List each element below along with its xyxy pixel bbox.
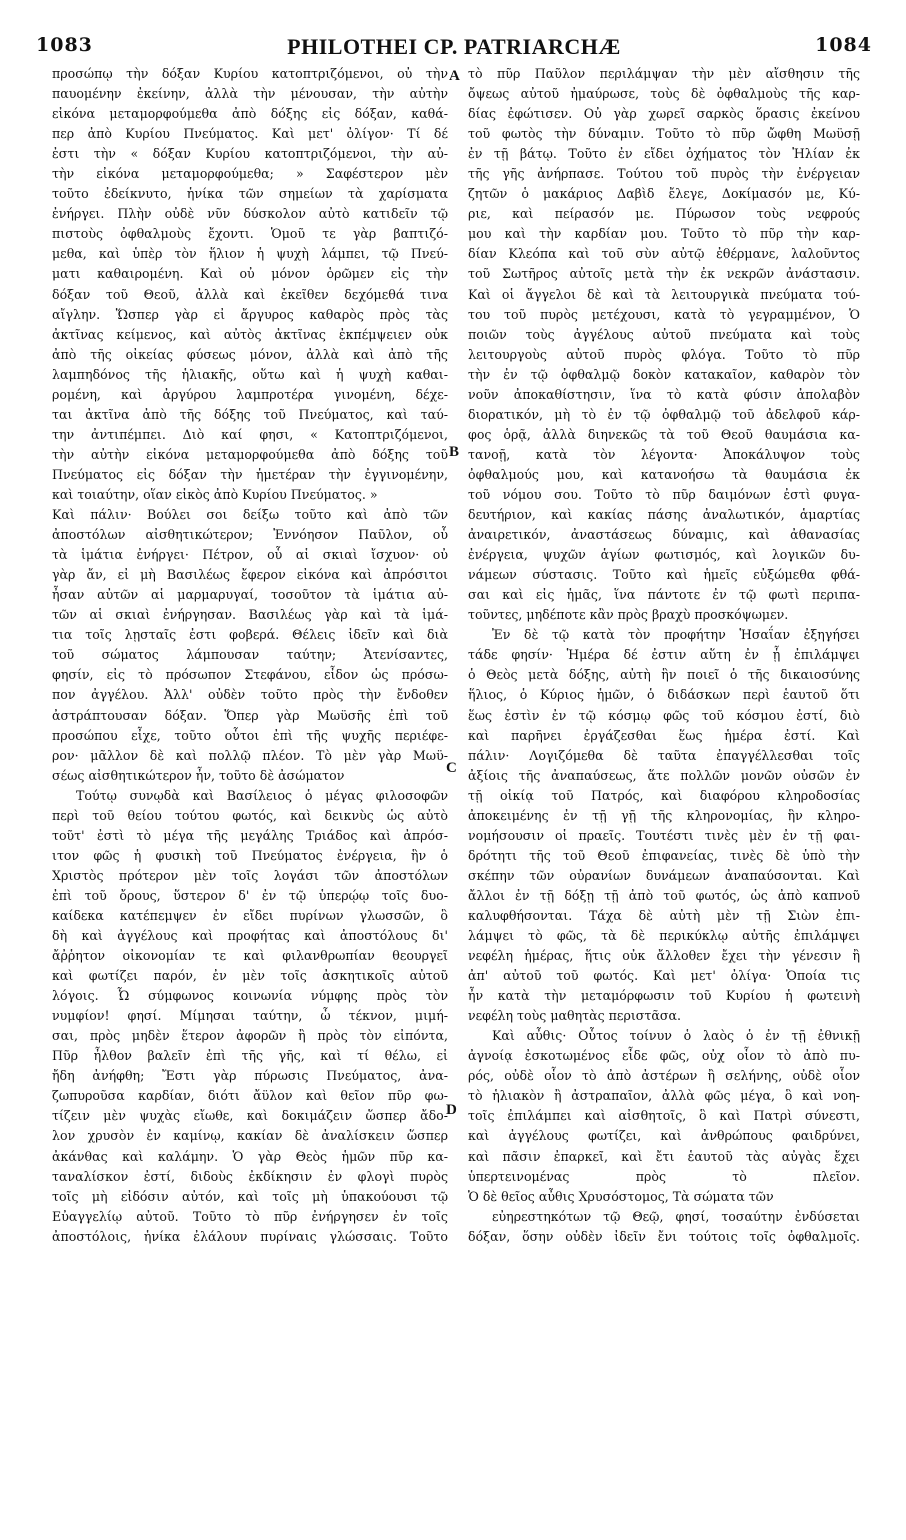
text-line: τοῦ φωτὸς τὴν δύναμιν. Τοῦτο τὸ πῦρ ὤφθη Μωϋσῇ	[468, 126, 860, 142]
text-line: ἀναιρετικόν, ἀναστάσεως δύναμις, καὶ ἀθανασίας	[468, 527, 860, 543]
text-line: ἐν τῇ βάτῳ. Τοῦτο ἐν εἴδει ὀχήματος τὸν Ἠλίαν ἐκ	[468, 146, 860, 162]
text-line: δόξαν, ὅσην οὐδὲν ἰδεῖν ἔνι τούτοις τοῖς ὀφθαλμοῖς.	[468, 1228, 860, 1244]
text-line: δόξαν τοῦ Θεοῦ, ἀλλὰ καὶ ἐκεῖθεν δεχόμεθά τινα	[52, 286, 448, 302]
text-line: ἀγνοίᾳ ἐσκοτωμένος εἶδε φῶς, οὐχ οἷον τὸ ἀπὸ πυ-	[468, 1048, 860, 1064]
text-line: ὁ Θεὸς μετὰ δόξης, αὐτὴ ἣν ποιεῖ ὁ τῆς δικαιοσύνης	[468, 667, 860, 683]
text-line: ἐνήργει. Πλὴν οὐδὲ νῦν δύσκολον αὐτὸ κατιδεῖν τῷ	[52, 206, 448, 222]
text-line: Τούτῳ συνῳδὰ καὶ Βασίλειος ὁ μέγας φιλοσοφῶν	[76, 787, 448, 803]
page-header	[36, 34, 872, 64]
text-line: φος ὁρᾷ, ἀλλὰ διηνεκῶς τὰ τοῦ Θεοῦ θαυμάσια κα-	[468, 426, 860, 442]
text-line: ται ἀκτῖνα ἀπὸ τῆς δόξης τοῦ Πνεύματος, καὶ ταύ-	[52, 406, 448, 422]
text-line: ἐνέργεια, ψυχῶν ἁγίων φωτισμός, καὶ λογικῶν δυ-	[468, 547, 860, 563]
text-line: πον ἀγγέλου. Ἀλλ' οὐδὲν τοῦτο πρὸς τὴν ἔνδοθεν	[52, 687, 448, 703]
text-line: ἄλλοι ἐν τῇ δόξῃ τῇ ἀπὸ τοῦ φωτός, ὡς ἀπὸ καπνοῦ	[468, 887, 860, 903]
text-line: τὴν εἰκόνα μεταμορφούμεθα; » Σαφέστερον μὲν	[52, 166, 448, 182]
text-line: φησίν, εἰς τὸ πρόσωπον Στεφάνου, εἶδον ὡς πρόσω-	[52, 667, 448, 683]
text-line: παυομένην ἐκείνην, ἀλλὰ τὴν μένουσαν, τὴν αὐτὴν	[52, 86, 448, 102]
section-marker-d: D	[446, 1102, 457, 1118]
text-line: την ἀντιπέμπει. Διὸ καί φησι, « Κατοπτριζόμενοι,	[52, 426, 448, 442]
text-line: καὶ φωτίζει παρόν, ἐν μὲν τοῖς ἀσκητικοῖς αὐτοῦ	[52, 968, 448, 984]
text-line: Εὐαγγελίῳ αὐτοῦ. Τοῦτο τὸ πῦρ ἐνήργησεν ἐν τοῖς	[52, 1208, 448, 1224]
text-line: ἕως ἐστὶν ἐν τῷ κόσμῳ φῶς τοῦ κόσμου ἐστί, διὸ	[468, 707, 860, 723]
text-line: εὐηρεστηκότων τῷ Θεῷ, φησί, τοσαύτην ἐνδύσεται	[492, 1208, 860, 1224]
text-line: εἰκόνα μεταμορφούμεθα ἀπὸ δόξης εἰς δόξαν, καθά-	[52, 106, 448, 122]
left-column	[52, 64, 448, 1524]
text-line: τοῖς μὴ εἰδόσιν αὐτόν, καὶ τοῖς μὴ ὑπακούουσι τῷ	[52, 1188, 448, 1204]
section-marker-b: B	[449, 444, 460, 460]
text-line: καὶ πᾶσιν ἐπαρκεῖ, καὶ ἔτι ἑαυτοῦ τὰς αὐγὰς ἔχει	[468, 1148, 860, 1164]
text-line: τοῦντες, μηδέποτε κἂν πρὸς βραχὺ προσκόψωμεν.	[468, 607, 789, 623]
text-line: λον χρυσὸν ἐν καμίνῳ, κακίαν δὲ ἀναλίσκειν ὥσπερ	[52, 1128, 448, 1144]
text-line: δὴ καὶ ἀγγέλους καὶ προφήτας καὶ ἀποστόλους δι'	[52, 928, 448, 944]
text-line: ἥλιος, ὁ Κύριος ἡμῶν, ὁ διδάσκων περὶ ἑαυτοῦ ὅτι	[468, 687, 860, 703]
text-line: τια τοῖς λῃσταῖς ἐστι φοβερά. Θέλεις ἰδεῖν καὶ διὰ	[52, 627, 448, 643]
text-line: ὄψεως αὐτοῦ ἠμαύρωσε, τοὺς δὲ ὀφθαλμοὺς τῆς καρ-	[468, 86, 860, 102]
text-line: ποιῶν τοὺς ἀγγέλους αὐτοῦ πνεύματα καὶ τοὺς	[468, 326, 860, 342]
text-line: ἐπὶ τοῦ ὄρους, ὕστερον δ' ἐν τῷ ὑπερῴῳ τοῖς δυο-	[52, 887, 448, 903]
text-line: τὸ ἡλιακὸν ἢ ἀστραπαῖον, ἀλλὰ φῶς μέγα, ὃ καὶ νοη-	[468, 1088, 860, 1104]
text-line: ζωπυροῦσα καρδίαν, διότι ἄϋλον καὶ θεῖον πῦρ φω-	[52, 1088, 448, 1104]
text-line: αἴγλην. Ὥσπερ γὰρ εἰ ἄργυρος καθαρὸς πρὸς τὰς	[52, 306, 448, 322]
text-line: ζητῶν ὁ μακάριος Δαβὶδ ἔλεγε, Δοκίμασόν με, Κύ-	[468, 186, 860, 202]
text-line: τοῦ Σωτῆρος αὐτοῖς μετὰ τὴν ἐκ νεκρῶν ἀνάστασιν.	[468, 266, 860, 282]
section-marker-a: A	[449, 68, 460, 84]
text-line: καὶ τοιαύτην, οἵαν εἰκὸς ἀπὸ Κυρίου Πνεύματος. »	[52, 486, 378, 502]
text-line: ρός, οὐδὲ οἷον τὸ ἀπὸ ἀστέρων ἢ σελήνης, οὐδὲ οἷον	[468, 1068, 860, 1084]
text-line: ὀφθαλμούς μου, καὶ κατανοήσω τὰ θαυμάσια ἐκ	[468, 466, 860, 482]
text-line: ἄῤῥητον οἰκονομίαν τε καὶ φιλανθρωπίαν θεουργεῖ	[52, 948, 448, 964]
text-line: τανοῇ, κατὰ τὸν λέγοντα· Ἀποκάλυψον τοὺς	[468, 446, 860, 462]
text-line: Ὁ δὲ θεῖος αὖθις Χρυσόστομος, Τὰ σώματα τῶν	[468, 1188, 774, 1204]
text-line: τοῖς ἐπιλάμπει καὶ αἰσθητοῖς, ὃ καὶ Πατρὶ σύνεστι,	[468, 1108, 860, 1124]
text-line: ἀπὸ τῆς οἰκείας φύσεως μόνον, ἀλλὰ καὶ ἀπὸ τῆς	[52, 346, 448, 362]
text-line: δευτήριον, καὶ κακίας πάσης ἀναλωτικόν, ἁμαρτίας	[468, 507, 860, 523]
section-marker-c: C	[446, 760, 457, 776]
text-line: μου καὶ τὴν καρδίαν μου. Τοῦτο τὸ πῦρ τὴν καρ-	[468, 226, 860, 242]
text-line: σαι καὶ εἰς ἡμᾶς, ἵνα πάντοτε ἐν τῷ φωτὶ περιπα-	[468, 587, 860, 603]
text-line: ἀποκειμένης ἐν τῇ γῇ τῆς κληρονομίας, ἣν κληρο-	[468, 807, 860, 823]
text-line: ιτον φῶς ἡ φυσικὴ τοῦ Πνεύματος ἐνέργεια, ἣν ὁ	[52, 847, 448, 863]
text-line: ματι καθαιρομένη. Καὶ οὐ μόνον ὁρῶμεν εἰς τὴν	[52, 266, 448, 282]
text-line: Χριστὸς πρότερον μὲν τοῖς λογάσι τῶν ἀποστόλων	[52, 867, 448, 883]
text-line: ἐστι τὴν « δόξαν Κυρίου κατοπτριζόμενοι, τὴν αὐ-	[52, 146, 448, 162]
text-line: ρομένη, καὶ ἀργύρου λαμπροτέρα γινομένη, δέχε-	[52, 386, 448, 402]
text-line: Ἐν δὲ τῷ κατὰ τὸν προφήτην Ἡσαΐαν ἐξηγήσει	[492, 627, 860, 643]
text-line: τῶν αἱ σκιαὶ ἐνήργησαν. Βασιλέως γὰρ καὶ τὰ ἱμά-	[52, 607, 448, 623]
text-line: ἀκτῖνας κείμενος, καὶ αὐτὸς ἀκτῖνας ἐκπέμψειεν οὐκ	[52, 326, 448, 342]
text-line: ἀκάνθας καὶ καλάμην. Ὁ γὰρ Θεὸς ἡμῶν πῦρ κα-	[52, 1148, 448, 1164]
text-line: νυμφίον! φησί. Μίμησαι ταύτην, ὦ τέκνον, μιμή-	[52, 1008, 448, 1024]
text-line: τῇ οἰκίᾳ τοῦ Πατρός, καὶ διαφόρου κληροδοσίας	[468, 787, 860, 803]
text-line: τὴν αὐτὴν εἰκόνα μεταμορφούμεθα ἀπὸ δόξης τοῦ	[52, 446, 448, 462]
text-line: προσώπου εἶχε, τοῦτο οὗτοι ἐπὶ τῆς ψυχῆς περιέφε-	[52, 727, 448, 743]
text-line: ἀποστόλων αἰσθητικώτερον; Ἐννόησον Παῦλον, οὗ	[52, 527, 448, 543]
text-line: νομήσουσιν οἱ πραεῖς. Τουτέστι τινὲς μὲν ἐν τῇ φαι-	[468, 827, 860, 843]
text-line: Καὶ πάλιν· Βούλει σοι δείξω τοῦτο καὶ ἀπὸ τῶν	[52, 507, 448, 523]
text-line: δίας ἐφώτισεν. Οὐ γὰρ χωρεῖ σαρκὸς ὅρασις ἐκείνου	[468, 106, 860, 122]
text-line: περὶ τοῦ θείου τούτου φωτός, καὶ δεικνὺς ὡς αὐτὸ	[52, 807, 448, 823]
text-line: τὴν ἐν τῷ ὀφθαλμῷ δοκὸν κατακαῖον, καθαρὸν τὸν	[468, 366, 860, 382]
text-line: Πνεύματος εἰς δόξαν τὴν ἡμετέραν τὴν ἐγγινομένην,	[52, 466, 448, 482]
text-line: σαι, πρὸς μηδὲν ἕτερον ἀφορῶν ἢ πρὸς τὸν εἰπόντα,	[52, 1028, 448, 1044]
text-line: ἤδη ἀνήφθη; Ἔστι γὰρ πύρωσις Πνεύματος, ἀνα-	[52, 1068, 448, 1084]
text-line: πιστοὺς ὀφθαλμοὺς ἔχοντι. Ὁμοῦ τε γὰρ βαπτιζό-	[52, 226, 448, 242]
text-line: νεφέλη τοὺς μαθητὰς περιστᾶσα.	[468, 1008, 681, 1024]
page-number-left: 1083	[36, 34, 93, 56]
text-line: του τοῦ πυρὸς μετέχουσι, κατὰ τὸ γεγραμμένον, Ὁ	[468, 306, 860, 322]
text-line: δίαν Κλεόπα καὶ τοῦ σὺν αὐτῷ ἐθέρμανε, λαλοῦντος	[468, 246, 860, 262]
text-line: ἦσαν αὐτῶν αἱ μαρμαρυγαί, τοσοῦτον τὰ ἱμάτια αὐ-	[52, 587, 448, 603]
text-line: διορατικόν, μὴ τὸ ἐν τῷ ὀφθαλμῷ τοῦ ἀδελφοῦ κάρ-	[468, 406, 860, 422]
text-line: τὰ ἱμάτια ἐνήργει· Πέτρον, οὗ αἱ σκιαὶ ἴσχυον· οὐ	[52, 547, 448, 563]
text-line: καὶ ἀγγέλους φωτίζει, καὶ ἀνθρώπους φαιδρύνει,	[468, 1128, 860, 1144]
text-line: τῆς γῆς ἀνήρπασε. Τούτου τοῦ πυρὸς τὴν ἐνέργειαν	[468, 166, 860, 182]
text-line: λαμπηδόνος τῆς ἡλιακῆς, οὕτω καὶ ἡ ψυχὴ καθαι-	[52, 366, 448, 382]
text-line: καλυφθήσονται. Τάχα δὲ αὐτὴ μὲν τῇ Σιὼν ἐπι-	[468, 907, 860, 923]
text-line: ἀπ' αὐτοῦ τοῦ φωτός. Καὶ μετ' ὀλίγα· Ὁποία τις	[468, 968, 860, 984]
text-line: ἀποστόλοις, ἡνίκα ἐλάλουν πυρίναις γλώσσαις. Τοῦτο	[52, 1228, 448, 1244]
text-line: καὶ παρῆνει ἐργάζεσθαι ἕως ἡμέρα ἐστί. Καὶ	[468, 727, 860, 743]
text-line: τοῦτ' ἐστὶ τὸ μέγα τῆς μεγάλης Τριάδος καὶ ἀπρόσ-	[52, 827, 448, 843]
text-line: τὸ πῦρ Παῦλον περιλάμψαν τὴν μὲν αἴσθησιν τῆς	[468, 66, 860, 81]
text-line: σέως αἰσθητικώτερον ἦν, τοῦτο δὲ ἀσώματον	[52, 767, 345, 783]
text-line: μεθα, καὶ ὑπὲρ τὸν ἥλιον ἡ ψυχὴ λάμπει, τῷ Πνεύ-	[52, 246, 448, 262]
text-line: τάδε φησίν· Ἡμέρα δέ ἐστιν αὕτη ἐν ᾗ ἐπιλάμψει	[468, 647, 860, 663]
text-line: λάμψει τὸ φῶς, τὰ δὲ περικύκλῳ αὐτῆς ἐπιλάμψει	[468, 928, 860, 944]
text-line: προσώπῳ τὴν δόξαν Κυρίου κατοπτριζόμενοι, οὐ τὴν	[52, 66, 448, 81]
text-line: τοῦ σώματος λάμπουσαν ταύτην; Ἀτενίσαντες,	[52, 647, 448, 663]
text-line: Καὶ οἱ ἄγγελοι δὲ καὶ τὰ λειτουργικὰ πνεύματα τού-	[468, 286, 860, 302]
text-line: ρον· μᾶλλον δὲ καὶ πολλῷ πλέον. Τὸ μὲν γὰρ Μωϋ-	[52, 747, 448, 763]
text-line: ταναλίσκον ἐστί, διδοὺς ἐκδίκησιν ἐν φλογὶ πυρὸς	[52, 1168, 448, 1184]
text-line: καίδεκα κατέπεμψεν ἐν εἴδει πυρίνων γλωσσῶν, ὃ	[52, 907, 448, 923]
text-line: ὑπερτεινομένας πρὸς τὸ πλεῖον.	[468, 1168, 860, 1184]
text-line: λόγοις. Ὦ σύμφωνος κοινωνία νύμφης πρὸς τὸν	[52, 988, 448, 1004]
right-column	[468, 64, 860, 1524]
text-line: περ ἀπὸ Κυρίου Πνεύματος. Καὶ μετ' ὀλίγον· Τί δέ	[52, 126, 448, 142]
text-line: νάμεων σύστασις. Τοῦτο καὶ ἡμεῖς εὐξώμεθα φθά-	[468, 567, 860, 583]
text-line: ἀξίοις τῆς ἀναπαύσεως, ἅτε πολλῶν μονῶν οὐσῶν ἐν	[468, 767, 860, 783]
text-line: νοῦν ἀποκαθίστησιν, ἵνα τὸ κατὰ φύσιν ἀπολαβὸν	[468, 386, 860, 402]
text-line: Πῦρ ἦλθον βαλεῖν ἐπὶ τῆς γῆς, καὶ τί θέλω, εἰ	[52, 1048, 448, 1064]
text-line: ἦν κατὰ τὴν μεταμόρφωσιν τοῦ Κυρίου ἡ φωτεινὴ	[468, 988, 860, 1004]
page-number-right: 1084	[815, 34, 872, 56]
text-line: ριε, καὶ πείρασόν με. Πύρωσον τοὺς νεφρούς	[468, 206, 860, 222]
running-title: PHILOTHEI CP. PATRIARCHÆ	[287, 34, 621, 59]
text-line: τίζειν μὲν ψυχὰς εἴωθε, καὶ δοκιμάζειν ὥσπερ ἄδο-	[52, 1108, 448, 1124]
text-line: Καὶ αὖθις· Οὗτος τοίνυν ὁ λαὸς ὁ ἐν τῇ ἐθνικῇ	[492, 1028, 860, 1044]
text-line: ἀστράπτουσαν δόξαν. Ὅπερ γὰρ Μωϋσῆς ἐπὶ τοῦ	[52, 707, 448, 723]
text-line: γὰρ ἄν, εἰ μὴ Βασιλέως ἔφερον εἰκόνα καὶ ἀπρόσιτοι	[52, 567, 448, 583]
text-line: νεφέλη ἡμέρας, ἥτις οὐκ ἄλλοθεν ἔχει τὴν γένεσιν ἢ	[468, 948, 860, 964]
text-line: σκέπην τῶν οὐρανίων δυνάμεων ἀναπαύσονται. Καὶ	[468, 867, 860, 883]
text-line: τοῦ νόμου σου. Τοῦτο τὸ πῦρ δαιμόνων ἐστὶ φυγα-	[468, 486, 860, 502]
text-line: πάλιν· Λογιζόμεθα δὲ ταῦτα ἐπαγγέλλεσθαι τοῖς	[468, 747, 860, 763]
text-line: τοῦτο ἐδείκνυτο, ἡνίκα τῶν σημείων τὰ χαρίσματα	[52, 186, 448, 202]
text-line: λειτουργοὺς αὐτοῦ πυρὸς φλόγα. Τοῦτο τὸ πῦρ	[468, 346, 860, 362]
text-line: δρότητι τῆς τοῦ Θεοῦ ἐπιφανείας, τινὲς δὲ ὑπὸ τὴν	[468, 847, 860, 863]
